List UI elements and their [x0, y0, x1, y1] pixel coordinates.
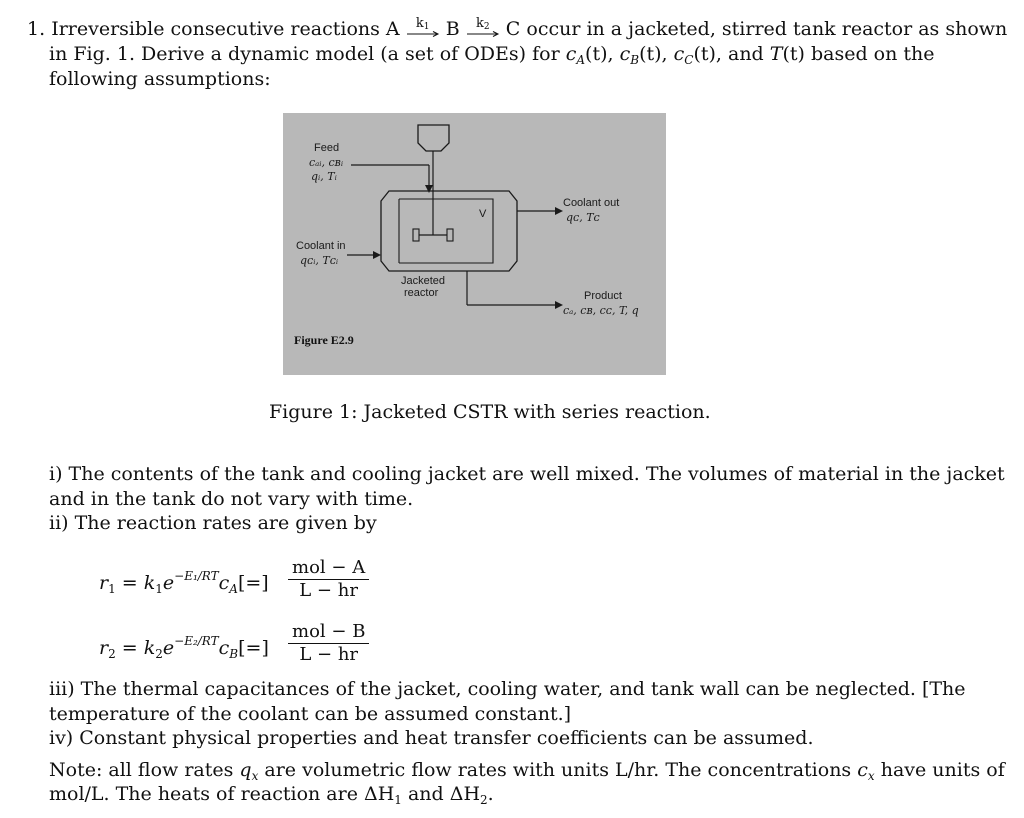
reaction-arrow-k2: k2: [466, 19, 500, 39]
coolant-out-vars: qᴄ, Tᴄ: [566, 211, 600, 224]
coolant-in-vars: qᴄᵢ, Tᴄᵢ: [300, 254, 339, 267]
feed-vars-conc: cₐᵢ, cʙᵢ: [309, 156, 344, 169]
product-label: Product: [584, 290, 622, 302]
coolant-out-label: Coolant out: [563, 197, 620, 209]
volume-label: V: [479, 208, 487, 220]
problem-line-2: in Fig. 1. Derive a dynamic model (a set of ODEs) for $c_A(t)$, $c_B(t)$, $c_C(t)$, and T(t) based on the: [49, 43, 935, 67]
feed-vars-flow: qᵢ, Tᵢ: [311, 170, 337, 183]
jacketed-label: Jacketed: [401, 275, 446, 287]
product-vars: cₐ, cʙ, cᴄ, T, q: [563, 304, 639, 317]
assumption-iii-line2: temperature of the coolant can be assumed constant.]: [49, 703, 572, 725]
note-line-2: mol/L. The heats of reaction are $\Delta H_1$ and $\Delta H_2$.: [49, 783, 494, 807]
figure-tag: Figure E2.9: [294, 333, 354, 347]
rate-units-r2: mol − B L − hr: [288, 621, 369, 666]
cstr-figure: [283, 113, 666, 375]
reactor-label: reactor: [404, 287, 439, 299]
rate-equation-r2: $r_2 = k_2e^{-E_2/RT}c_B[=]$: [99, 634, 269, 661]
assumption-iii-line1: iii) The thermal capacitances of the jacket, cooling water, and tank wall can be neglected. [The: [49, 678, 966, 700]
problem-number: 1.: [27, 18, 46, 40]
assumption-iv: iv) Constant physical properties and heat transfer coefficients can be assumed.: [49, 727, 814, 749]
rate-equation-r1: $r_1 = k_1e^{-E_1/RT}c_A[=]$: [99, 569, 269, 596]
coolant-in-label: Coolant in: [296, 240, 346, 252]
problem-line-3: following assumptions:: [49, 68, 271, 90]
assumption-i-line2: and in the tank do not vary with time.: [49, 488, 414, 510]
feed-label: Feed: [314, 142, 340, 154]
reaction-arrow-k1: k1: [406, 19, 440, 39]
assumption-i-line1: i) The contents of the tank and cooling jacket are well mixed. The volumes of material in the jacket: [49, 463, 1005, 485]
rate-units-r1: mol − A L − hr: [288, 557, 369, 602]
figure-caption: Figure 1: Jacketed CSTR with series reaction.: [269, 401, 711, 423]
problem-line-1: 1. Irreversible consecutive reactions A k1 B k2 C occur in a jacketed, stirred tank reactor as shown: [27, 16, 1008, 40]
assumption-ii: ii) The reaction rates are given by: [49, 512, 377, 534]
note-line-1: Note: all flow rates $q_x$ are volumetric flow rates with units L/hr. The concentrations $c_x$ have units of: [49, 759, 1005, 783]
